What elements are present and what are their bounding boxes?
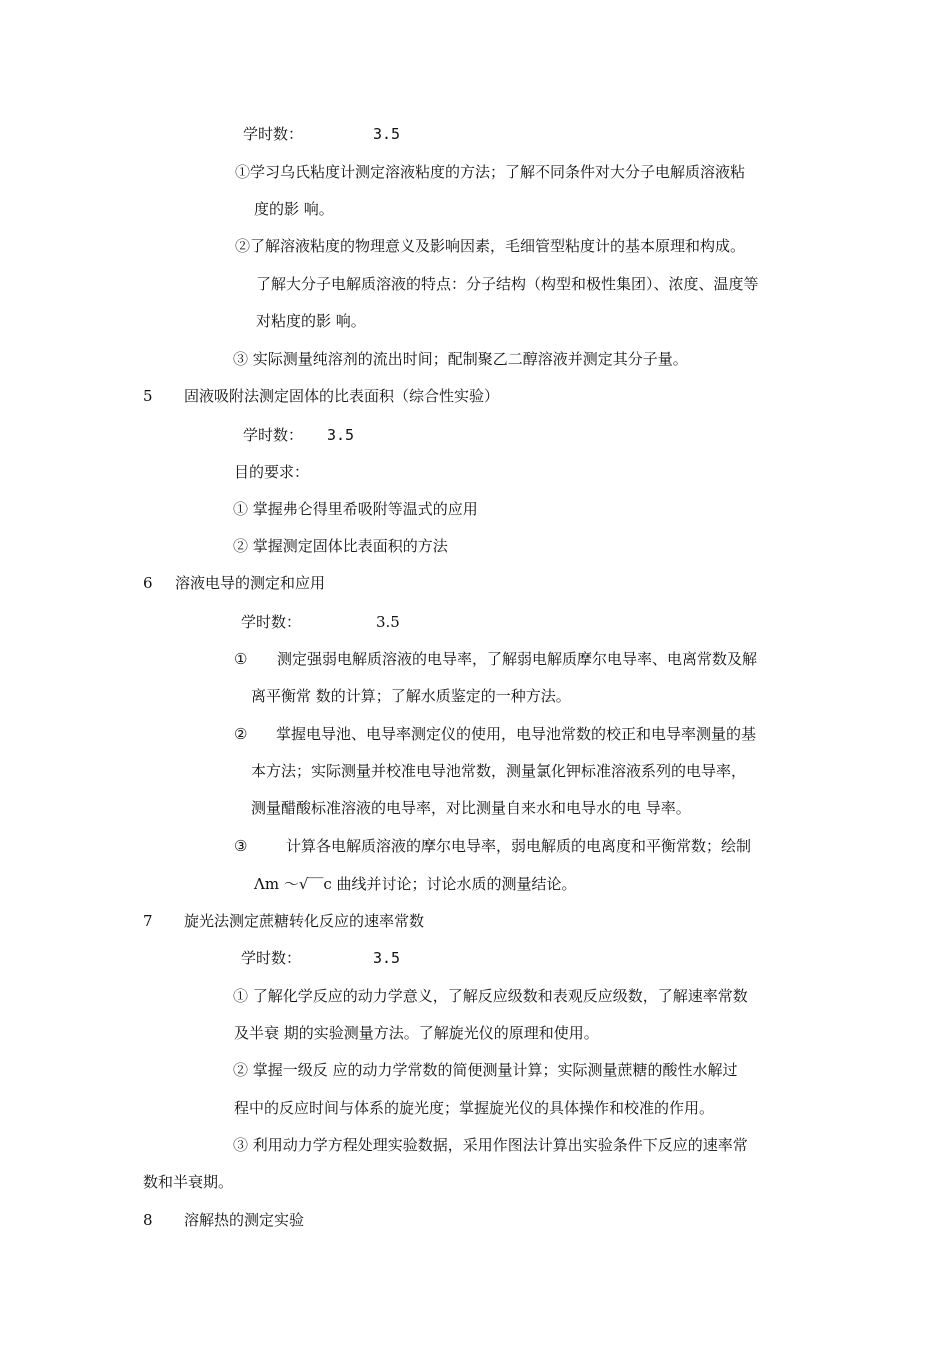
- objective-item-2-line-1: 掌握电导池、电导率测定仪的使用，电导池常数的校正和电导率测量的基: [276, 725, 757, 743]
- section-title: 固液吸附法测定固体的比表面积（综合性实验）: [184, 387, 500, 405]
- objective-item-1-line-2: 度的影 响。: [254, 200, 334, 218]
- hours-value: 3.5: [327, 426, 355, 444]
- objective-item-3-line-1: 计算各电解质溶液的摩尔电导率，弱电解质的电离度和平衡常数；绘制: [286, 837, 752, 855]
- section-number: 6: [143, 574, 153, 592]
- section-title: 溶解热的测定实验: [184, 1211, 305, 1229]
- objective-item-1-line-2: 及半衰 期的实验测量方法。了解旋光仪的原理和使用。: [234, 1024, 599, 1042]
- objective-item-2-line-3: 测量醋酸标准溶液的电导率，对比测量自来水和电导水的电 导率。: [251, 799, 691, 817]
- section-title: 旋光法测定蔗糖转化反应的速率常数: [184, 912, 425, 930]
- objective-item-2-line-3: 对粘度的影 响。: [256, 312, 366, 330]
- objective-item-2-marker: ②: [234, 725, 248, 743]
- objective-item-2-line-2: 本方法；实际测量并校准电导池常数，测量氯化钾标准溶液系列的电导率，: [251, 762, 747, 780]
- section-number: 8: [143, 1211, 153, 1229]
- section-number: 5: [143, 387, 153, 405]
- section-number: 7: [143, 912, 153, 930]
- objective-item-1-line-1: ① 了解化学反应的动力学意义，了解反应级数和表观反应级数，了解速率常数: [233, 987, 748, 1005]
- objective-item-2: ② 掌握测定固体比表面积的方法: [233, 537, 448, 555]
- objective-item-3-marker: ③: [234, 837, 248, 855]
- hours-value: 3.5: [373, 125, 401, 143]
- objective-item-2-line-2: 了解大分子电解质溶液的特点：分子结构（构型和极性集团）、浓度、温度等: [256, 275, 759, 293]
- objective-item-2-line-1: ②了解溶液粘度的物理意义及影响因素，毛细管型粘度计的基本原理和构成。: [235, 237, 746, 255]
- objective-item-1-marker: ①: [234, 650, 248, 668]
- objective-item-3-line-2: Λm ～√‾‾c 曲线并讨论；讨论水质的测量结论。: [254, 875, 577, 893]
- objective-item-2-line-1: ② 掌握一级反 应的动力学常数的简便测量计算；实际测量蔗糖的酸性水解过: [233, 1061, 738, 1079]
- hours-value: 3.5: [373, 949, 401, 967]
- objective-item-3-line-2: 数和半衰期。: [143, 1173, 234, 1191]
- objective-item-2-line-2: 程中的反应时间与体系的旋光度；掌握旋光仪的具体操作和校准的作用。: [234, 1099, 715, 1117]
- hours-label: 学时数：: [241, 613, 302, 631]
- section-title: 溶液电导的测定和应用: [175, 574, 326, 592]
- objective-item-1: ① 掌握弗仑得里希吸附等温式的应用: [233, 500, 478, 518]
- objective-item-1-line-1: 测定强弱电解质溶液的电导率，了解弱电解质摩尔电导率、电离常数及解: [277, 650, 758, 668]
- hours-label: 学时数：: [243, 125, 304, 143]
- objective-item-1-line-2: 离平衡常 数的计算；了解水质鉴定的一种方法。: [251, 687, 571, 705]
- hours-value: 3.5: [376, 613, 400, 631]
- objective-label: 目的要求：: [234, 463, 310, 481]
- hours-label: 学时数：: [243, 426, 304, 444]
- objective-item-3-line-1: ③ 实际测量纯溶剂的流出时间；配制聚乙二醇溶液并测定其分子量。: [233, 350, 688, 368]
- objective-item-1-line-1: ①学习乌氏粘度计测定溶液粘度的方法；了解不同条件对大分子电解质溶液粘: [235, 163, 746, 181]
- objective-item-3-line-1: ③ 利用动力学方程处理实验数据，采用作图法计算出实验条件下反应的速率常: [233, 1136, 748, 1154]
- hours-label: 学时数：: [241, 949, 302, 967]
